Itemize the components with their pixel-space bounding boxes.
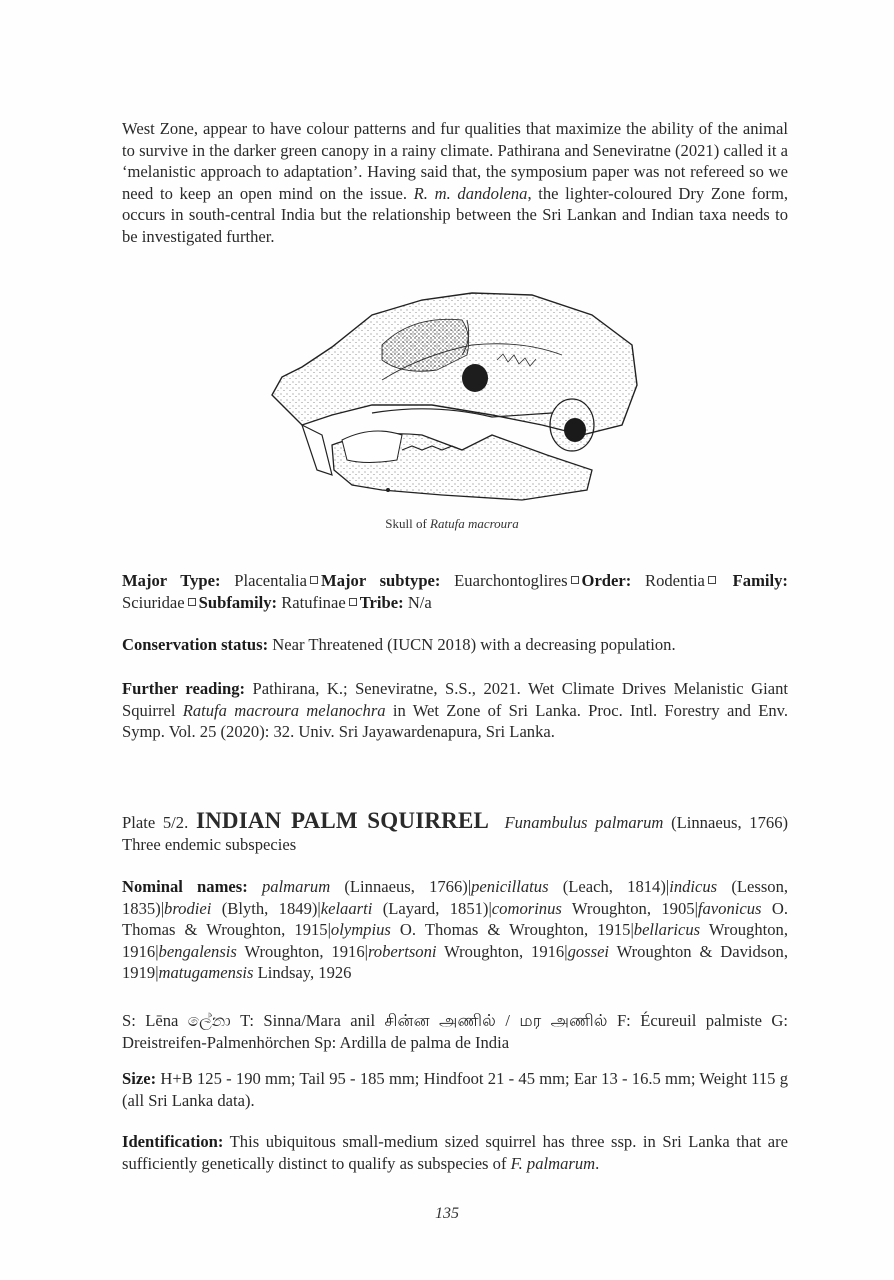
nominal-author: (Lesson, 1835) [122, 877, 789, 918]
nominal-name: bellaricus [633, 920, 701, 940]
separator-square-icon [571, 576, 579, 584]
nominal-author: Wroughton, 1916 [122, 920, 788, 961]
pipe-separator: | [694, 898, 698, 918]
separator-square-icon [349, 598, 357, 606]
pipe-separator: | [630, 920, 634, 940]
taxonomy-paragraph: Major Type: Placentalia Major subtype: Euarchontoglires Order: Rodentia Family: Sciuridae Subfamily: Ratufinae Tribe: N/a [122, 571, 788, 612]
separator-square-icon [310, 576, 318, 584]
nominal-name: favonicus [697, 898, 762, 918]
pipe-separator: | [155, 963, 159, 983]
plate-heading: Plate 5/2. INDIAN PALM SQUIRREL Funambulus palmarum (Linnaeus, 1766) Three endemic subspecies [122, 808, 789, 854]
nominal-author: (Blyth, 1849) [211, 898, 318, 918]
skull-illustration [262, 285, 642, 505]
nominal-name: comorinus [491, 898, 562, 918]
pipe-separator: | [327, 920, 331, 940]
nominal-author: Wroughton & Davidson, 1919 [122, 941, 789, 983]
nominal-author: (Leach, 1814) [548, 877, 666, 896]
page-number: 135 [435, 1205, 459, 1222]
nominal-name: bengalensis [158, 941, 237, 961]
nominal-author: Wroughton, 1916 [236, 941, 365, 961]
figure-caption: Skull of Ratufa macroura [385, 516, 519, 531]
nominal-name: gossei [567, 941, 610, 961]
pipe-separator: | [155, 941, 159, 961]
intro-paragraph: West Zone, appear to have colour patterns and fur qualities that maximize the ability of the animal to survive in the darker green canopy in a rainy climate. Pathirana and Seneviratne (2021) called it a ‘melanistic approach to adaptation’. Having said that, the symposium paper was not refereed so we need to keep an open mind on the issue. R. m. dandolena, the lighter-coloured Dry Zone form, occurs in south-central India but the relationship between the Sri Lankan and Indian taxa needs to be investigated further. [122, 119, 789, 246]
pipe-separator: | [665, 877, 670, 896]
nominal-name: olympius [330, 920, 391, 940]
nominal-names: Nominal names: palmarum (Linnaeus, 1766)|penicillatus (Leach, 1814)|indicus (Lesson, 1835)|brodiei (Blyth, 1849)|kelaarti (Layard, 1851)|comorinus Wroughton, 1905|favonicus O. Thomas & Wroughton, 1915|olympius O. Thomas & Wroughton, 1915|bellaricus Wroughton, 1916|bengalensis Wroughton, 1916|robertsoni Wroughton, 1916|gossei Wroughton & Davidson, 1919|matugamensis Lindsay, 1926 [122, 877, 789, 983]
identification-paragraph: Identification: This ubiquitous small-medium sized squirrel has three ssp. in Sri Lanka that are sufficiently genetically distinct to qualify as subspecies of F. palmarum. [122, 1132, 788, 1173]
separator-square-icon [708, 576, 716, 584]
nominal-name: penicillatus [471, 877, 549, 896]
nominal-author: Lindsay, 1926 [253, 963, 352, 983]
separator-square-icon [188, 598, 196, 606]
pipe-separator: | [364, 941, 368, 961]
further-reading: Further reading: Pathirana, K.; Seneviratne, S.S., 2021. Wet Climate Drives Melanistic Giant Squirrel Ratufa macroura melanochra in Wet Zone of Sri Lanka. Proc. Intl. Forestry and Env. Symp. Vol. 25 (2020): 32. Univ. Sri Jayawardenapura, Sri Lanka. [122, 679, 788, 742]
nominal-author: Wroughton, 1916 [436, 941, 565, 961]
pipe-separator: | [564, 941, 568, 961]
pipe-separator: | [488, 898, 492, 918]
nominal-name: indicus [669, 877, 718, 896]
pipe-separator: | [317, 898, 321, 918]
common-names: S: Lēna ලේනා T: Sinna/Mara anil சின்ன அணில் / மர அணில் F: Écureuil palmiste G: Dreistreifen-Palmenhörchen Sp: Ardilla de palma de India [122, 1011, 788, 1052]
nominal-name: robertsoni [367, 941, 437, 961]
nominal-author: O. Thomas & Wroughton, 1915 [390, 920, 631, 940]
nominal-author: (Layard, 1851) [372, 898, 489, 918]
nominal-author: O. Thomas & Wroughton, 1915 [122, 898, 789, 940]
pipe-separator: | [467, 877, 472, 896]
size-paragraph: Size: H+B 125 - 190 mm; Tail 95 - 185 mm; Hindfoot 21 - 45 mm; Ear 13 - 16.5 mm; Weight 115 g (all Sri Lanka data). [122, 1069, 788, 1110]
nominal-author: (Linnaeus, 1766) [330, 877, 468, 896]
species-title: INDIAN PALM SQUIRREL [195, 808, 490, 833]
nominal-name: matugamensis [158, 963, 254, 983]
pipe-separator: | [160, 898, 165, 918]
nominal-name: brodiei [164, 898, 212, 918]
conservation-status: Conservation status: Near Threatened (IUCN 2018) with a decreasing population. [122, 635, 676, 654]
nominal-name: palmarum [261, 877, 331, 896]
nominal-name: kelaarti [320, 898, 373, 918]
nominal-author: Wroughton, 1905 [561, 898, 695, 918]
